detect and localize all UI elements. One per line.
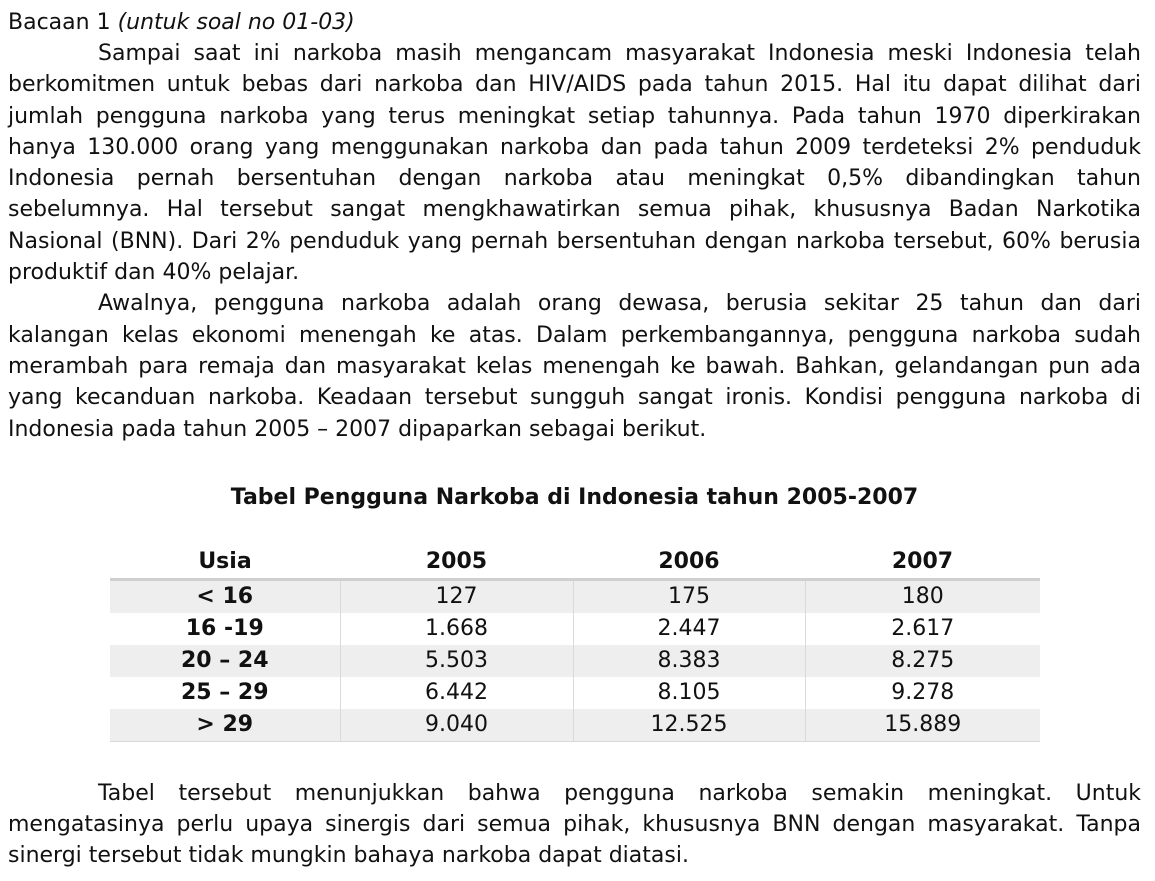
table-row: [110, 613, 1040, 645]
reading-subtitle: (untuk soal no 01-03): [117, 10, 355, 35]
age-cell: < 16: [110, 579, 340, 613]
reading-title: Bacaan 1: [8, 10, 111, 35]
table-row: [110, 645, 1040, 677]
header-2007: 2007: [805, 545, 1040, 580]
value-cell: 9.040: [340, 709, 573, 742]
value-cell: 1.668: [340, 613, 573, 645]
value-cell: 12.525: [573, 709, 805, 742]
header-2005: 2005: [340, 545, 573, 580]
value-cell: 180: [805, 579, 1040, 613]
closing-paragraph: Tabel tersebut menunjukkan bahwa pengguna narkoba semakin meningkat. Untuk mengatasinya perlu upaya sinergis dari semua pihak, khususnya BNN dengan masyarakat. Tanpa sinergi tersebut tidak mungkin bahaya narkoba dapat diatasi.: [8, 780, 1141, 869]
age-cell: 16 -19: [185, 616, 264, 642]
table-row: [110, 709, 1040, 742]
paragraph-2: Awalnya, pengguna narkoba adalah orang dewasa, berusia sekitar 25 tahun dan dari kalangan kelas ekonomi menengah ke atas. Dalam perkembangannya, pengguna narkoba sudah merambah para remaja dan masyarakat kelas menengah ke bawah. Bahkan, gelandangan pun ada yang kecanduan narkoba. Keadaan tersebut sungguh sangat ironis. Kondisi pengguna narkoba di Indonesia pada tahun 2005 – 2007 dipaparkan sebagai berikut.: [8, 291, 1141, 442]
value-cell: 175: [573, 579, 805, 613]
value-cell: 8.275: [805, 645, 1040, 677]
value-cell: 8.105: [573, 677, 805, 709]
table-title: Tabel Pengguna Narkoba di Indonesia tahun 2005-2007: [230, 484, 919, 510]
value-cell: 15.889: [805, 709, 1040, 742]
table-row: [110, 579, 1040, 613]
age-cell: 20 – 24: [110, 645, 340, 677]
value-cell: 2.617: [805, 613, 1040, 645]
table-row: [110, 677, 1040, 709]
table-header-row: [110, 545, 1040, 580]
value-cell: 9.278: [805, 677, 1040, 709]
paragraph-1: Sampai saat ini narkoba masih mengancam masyarakat Indonesia meski Indonesia telah berkomitmen untuk bebas dari narkoba dan HIV/AIDS pada tahun 2015. Hal itu dapat dilihat dari jumlah pengguna narkoba yang terus meningkat setiap tahunnya. Pada tahun 1970 diperkirakan hanya 130.000 orang yang menggunakan narkoba dan pada tahun 2009 terdeteksi 2% penduduk Indonesia pernah bersentuhan dengan narkoba atau meningkat 0,5% dibandingkan tahun sebelumnya. Hal tersebut sangat mengkhawatirkan semua pihak, khususnya Badan Narkotika Nasional (BNN). Dari 2% penduduk yang pernah bersentuhan dengan narkoba tersebut, 60% berusia produktif dan 40% pelajar.: [8, 41, 1141, 286]
value-cell: 127: [340, 579, 573, 613]
value-cell: 5.503: [340, 645, 573, 677]
drug-users-table: [110, 545, 1040, 742]
age-cell: > 29: [110, 709, 340, 742]
reading-heading: [8, 8, 1141, 38]
header-usia: Usia: [110, 545, 340, 580]
value-cell: 8.383: [573, 645, 805, 677]
age-cell: 25 – 29: [180, 680, 269, 706]
value-cell: 2.447: [573, 613, 805, 645]
header-2006: 2006: [573, 545, 805, 580]
value-cell: 6.442: [340, 677, 573, 709]
